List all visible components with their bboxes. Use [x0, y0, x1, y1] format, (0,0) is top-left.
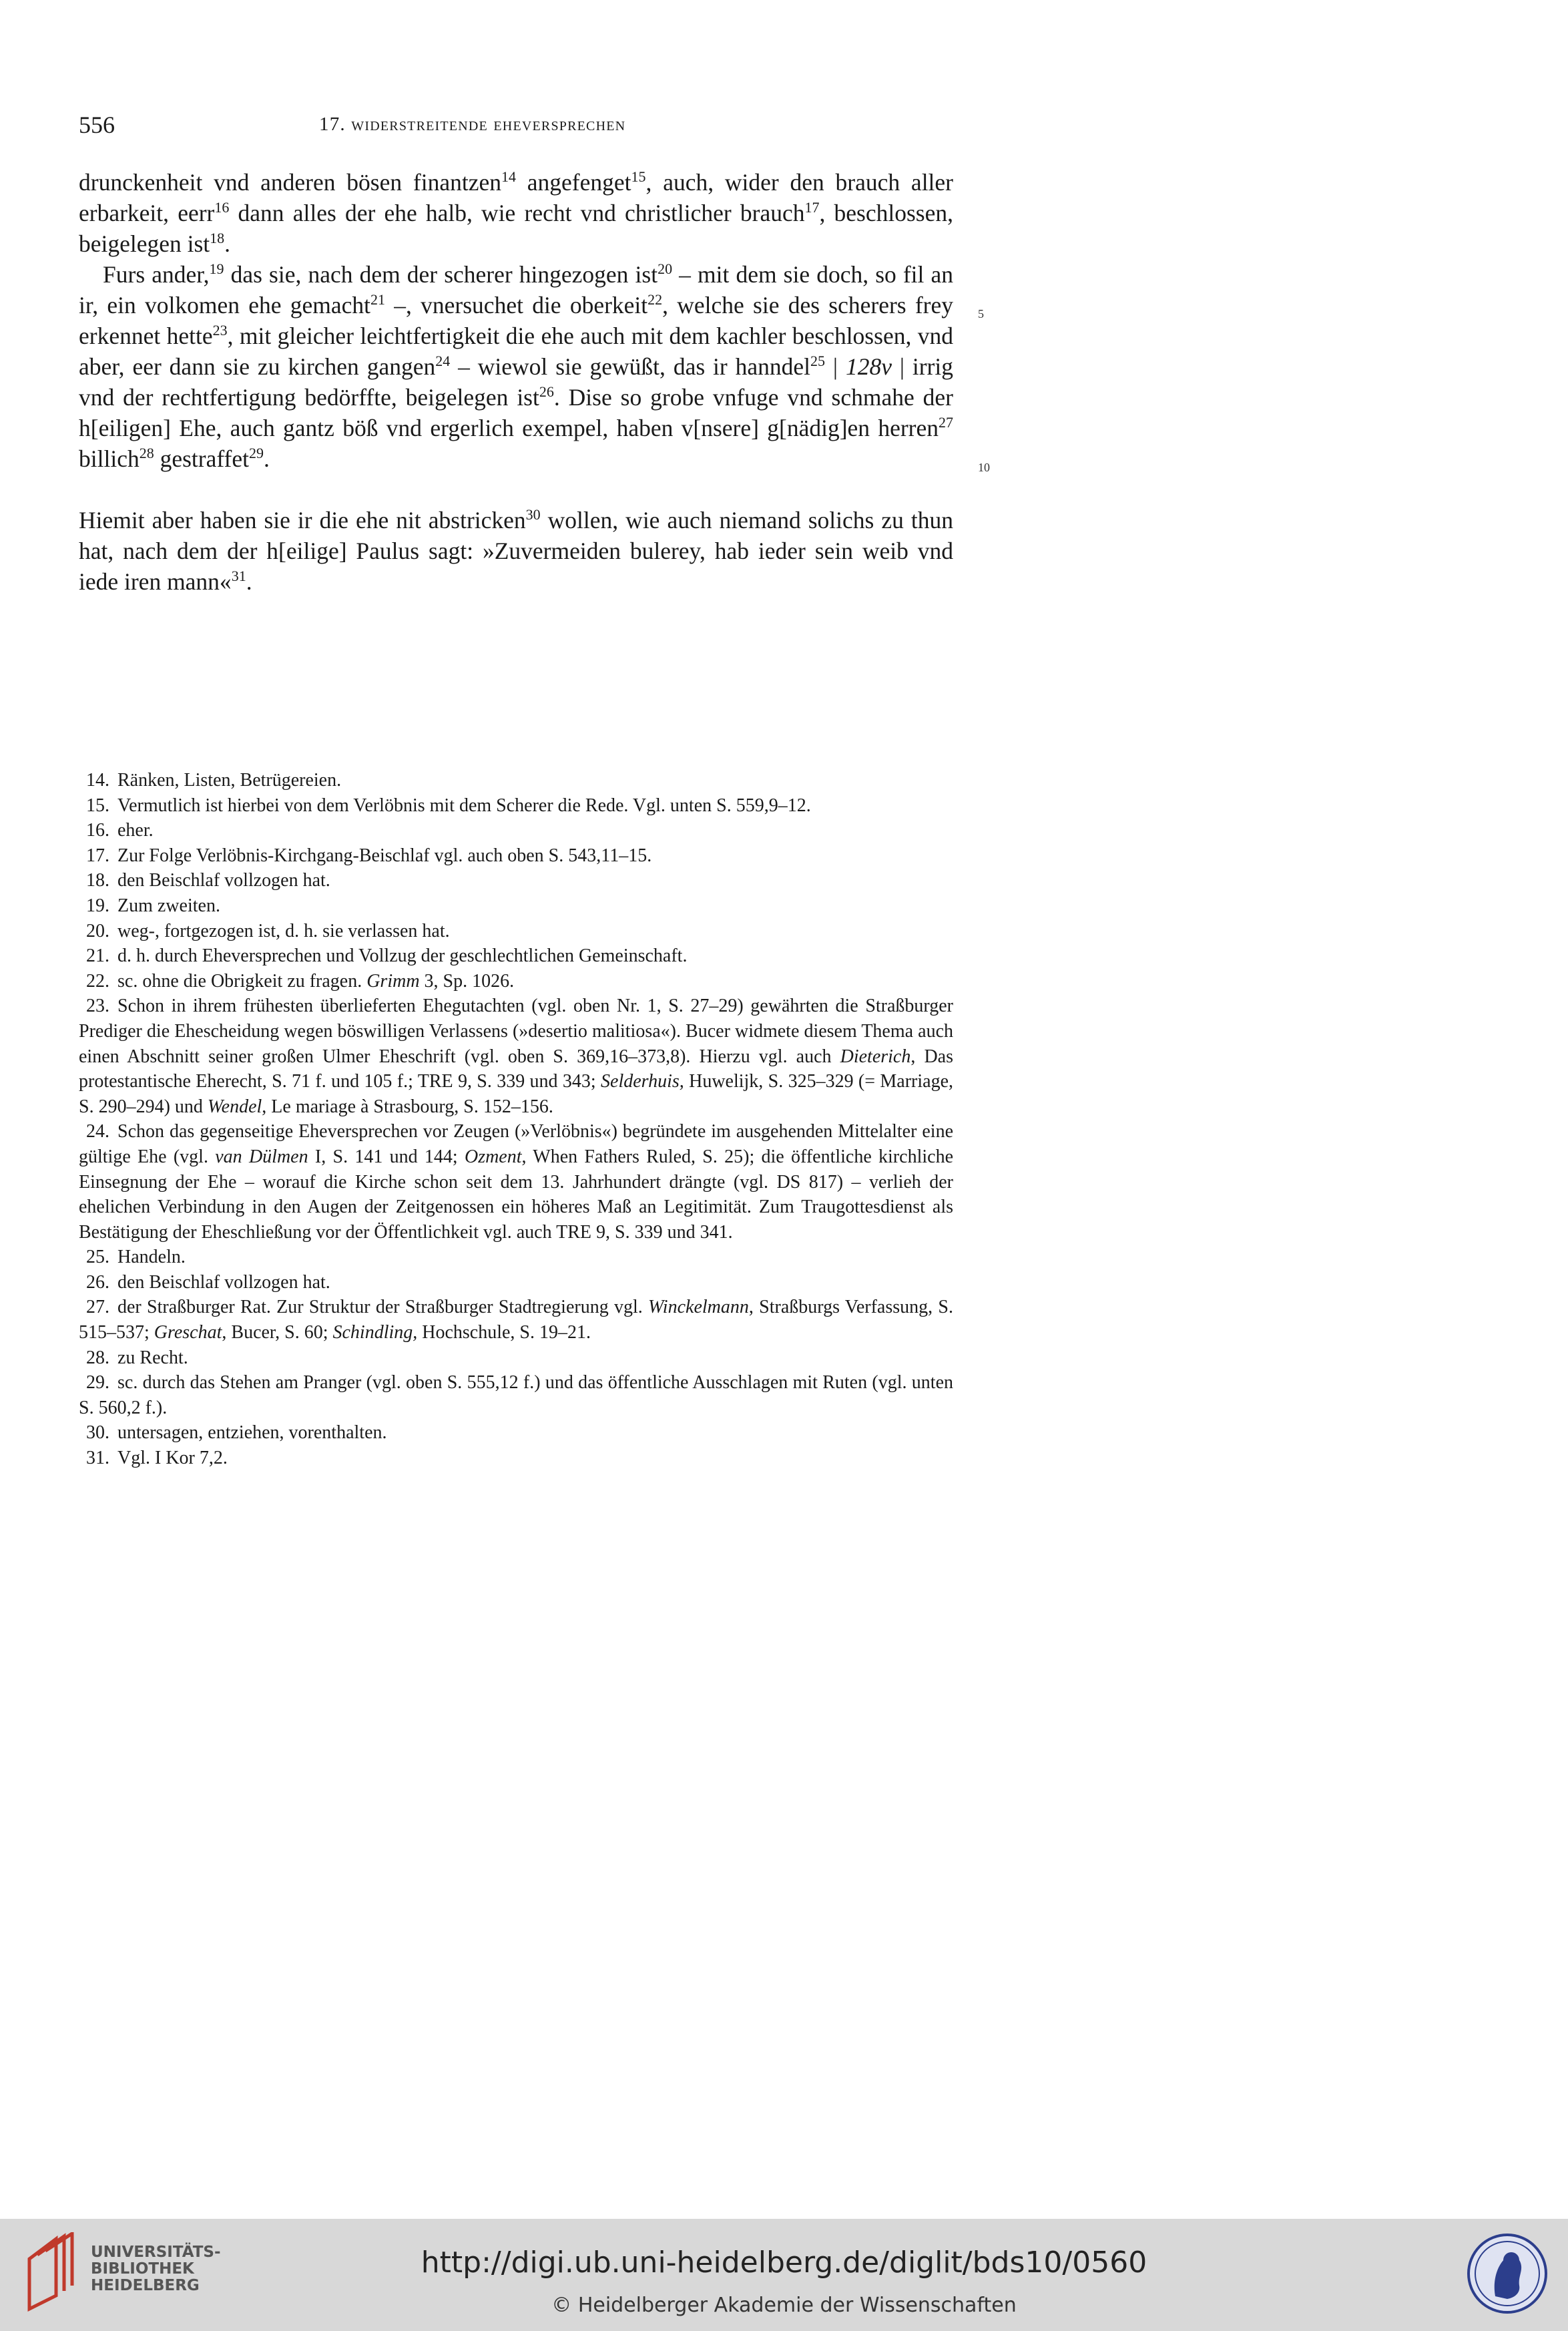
line-number-marker: 10 [978, 461, 990, 474]
footnote-16: 16. eher. [86, 820, 154, 841]
folio-marker: 128v [845, 353, 892, 380]
footnote-31: 31. Vgl. I Kor 7,2. [86, 1448, 228, 1469]
footnotes [79, 768, 953, 1471]
footnote-ref[interactable]: 23 [212, 322, 228, 339]
copyright-notice: © Heidelberger Akademie der Wissenschaften [551, 2294, 1017, 2317]
line-number-marker: 5 [978, 307, 984, 321]
footnote-ref[interactable]: 25 [810, 353, 826, 369]
footnote-ref[interactable]: 28 [139, 445, 154, 461]
footnote-22: 22. sc. ohne die Obrigkeit zu fragen. Grimm 3, Sp. 1026. [86, 970, 515, 992]
paragraph-3: Hiemit aber haben sie ir die ehe nit abstricken$^{30}$ wollen, wie auch niemand solichs zu thun hat, nach dem der h[eilige] Paulus sagt: »Zuvermeiden bulerey, hab ieder sein weib vnd iede iren mann«$^{31}$. [79, 506, 953, 595]
footnote-ref[interactable]: 20 [658, 260, 673, 277]
footnote-27: 27. der Straßburger Rat. Zur Struktur der Straßburger Stadtregierung vgl. Winckelmann, Straßburgs Verfassung, S. 515–537; Greschat, Bucer, S. 60; Schindling, Hochschule, S. 19–21. [79, 1297, 953, 1343]
footnote-ref[interactable]: 15 [631, 168, 646, 185]
footnote-ref[interactable]: 17 [804, 199, 820, 216]
digital-url-link[interactable]: http://digi.ub.uni-heidelberg.de/diglit/bds10/0560 [421, 2246, 1147, 2280]
footnote-23: 23. Schon in ihrem frühesten überlieferten Ehegutachten (vgl. oben Nr. 1, S. 27–29) gewährten die Straßburger Prediger die Ehescheidung wegen böswilligen Verlassens (»desertio malitiosa«). Bucer widmete diesem Thema auch einen Abschnitt seiner großen Ulmer Eheschrift (vgl. oben S. 369,16–373,8). Hierzu vgl. auch Dieterich, Das protestantische Eherecht, S. 71 f. und 105 f.; TRE 9, S. 339 und 343; Selderhuis, Huwelijk, S. 325–329 (= Marriage, S. 290–294) und Wendel, Le mariage à Strasbourg, S. 152–156. [79, 996, 953, 1117]
footnote-21: 21. d. h. durch Eheversprechen und Vollzug der geschlechtlichen Gemeinschaft. [86, 945, 688, 967]
footnote-ref[interactable]: 18 [210, 230, 225, 246]
footnote-19: 19. Zum zweiten. [86, 895, 220, 916]
footnote-ref[interactable]: 29 [248, 445, 264, 461]
footnote-ref[interactable]: 26 [539, 383, 554, 400]
footnote-17: 17. Zur Folge Verlöbnis-Kirchgang-Beischlaf vgl. auch oben S. 543,11–15. [86, 845, 652, 866]
footnote-ref[interactable]: 24 [435, 353, 451, 369]
footnote-ref[interactable]: 21 [370, 291, 386, 308]
footnote-24: 24. Schon das gegenseitige Eheversprechen vor Zeugen (»Verlöbnis«) begründete im ausgehenden Mittelalter eine gültige Ehe (vgl. van Dülmen I, S. 141 und 144; Ozment, When Fathers Ruled, S. 25); die öffentliche kirchliche Einsegnung der Ehe – worauf die Kirche schon seit dem 13. Jahrhundert drängte (vgl. DS 817) – verlieh der ehelichen Verbindung in den Augen der Zeitgenossen ein höheres Maß an Legitimität. Zum Traugottesdienst als Bestätigung der Eheschließung vor der Öffentlichkeit vgl. auch TRE 9, S. 339 und 341. [79, 1121, 953, 1243]
footnote-20: 20. weg-, fortgezogen ist, d. h. sie verlassen hat. [86, 920, 450, 941]
footnote-25: 25. Handeln. [86, 1247, 186, 1268]
paragraph-1: drunckenheit vnd anderen bösen finantzen$^{14}$ angefenget$^{15}$, auch, wider den brauch aller erbarkeit, eerr$^{16}$ dann alles der ehe halb, wie recht vnd christlicher brauch$^{17}$, beschlossen, beigelegen ist$^{18}$. [79, 168, 954, 257]
footnote-30: 30. untersagen, entziehen, vorenthalten. [86, 1422, 387, 1444]
paragraph-2: Furs ander,$^{19}$ das sie, nach dem der scherer hingezogen ist$^{20}$ – mit dem sie doch, so fil an ir, ein volkomen ehe gemacht$^{21}$ –, vnersuchet die oberkeit$^{22}$, welche sie des scherers frey erkennet hette$^{23}$, mit gleicher leichtfertigkeit die ehe auch mit dem kachler beschlossen, vnd aber, eer dann sie zu kirchen gangen$^{24}$ – wiewol sie gewüßt, das ir hanndel$^{25}$ | 128v | irrig vnd der rechtfertigung bedörffte, beigelegen ist$^{26}$. Dise so grobe vnfuge vnd schmahe der h[eiligen] Ehe, auch gantz böß vnd ergerlich exempel, haben v[nsere] g[nädig]en herren$^{27}$ billich$^{28}$ gestraffet$^{29}$. [79, 260, 954, 472]
page-header [79, 111, 953, 144]
footnote-ref[interactable]: 14 [501, 168, 516, 185]
footnote-ref[interactable]: 27 [939, 414, 953, 431]
footer-bar [0, 2219, 1568, 2331]
footnote-ref[interactable]: 30 [525, 506, 541, 523]
footnote-18: 18. den Beischlaf vollzogen hat. [86, 870, 330, 891]
library-name: UNIVERSITÄTS- BIBLIOTHEK HEIDELBERG [91, 2244, 221, 2294]
footnote-ref[interactable]: 19 [209, 260, 224, 277]
footnote-ref[interactable]: 22 [647, 291, 663, 308]
footnote-ref[interactable]: 31 [231, 568, 246, 584]
running-title: 17. widerstreitende eheversprechen [319, 114, 626, 135]
footnote-14: 14. Ränken, Listen, Betrügereien. [86, 770, 342, 791]
page-number: 556 [79, 112, 115, 138]
footnote-ref[interactable]: 16 [214, 199, 230, 216]
footnote-26: 26. den Beischlaf vollzogen hat. [86, 1271, 330, 1293]
main-text [79, 167, 953, 597]
footnote-15: 15. Vermutlich ist hierbei von dem Verlöbnis mit dem Scherer die Rede. Vgl. unten S. 559,9–12. [86, 795, 811, 816]
footnote-28: 28. zu Recht. [86, 1347, 188, 1368]
footnote-29: 29. sc. durch das Stehen am Pranger (vgl. oben S. 555,12 f.) und das öffentliche Ausschlagen mit Ruten (vgl. unten S. 560,2 f.). [79, 1372, 953, 1418]
academy-seal-icon [1466, 2232, 1549, 2315]
